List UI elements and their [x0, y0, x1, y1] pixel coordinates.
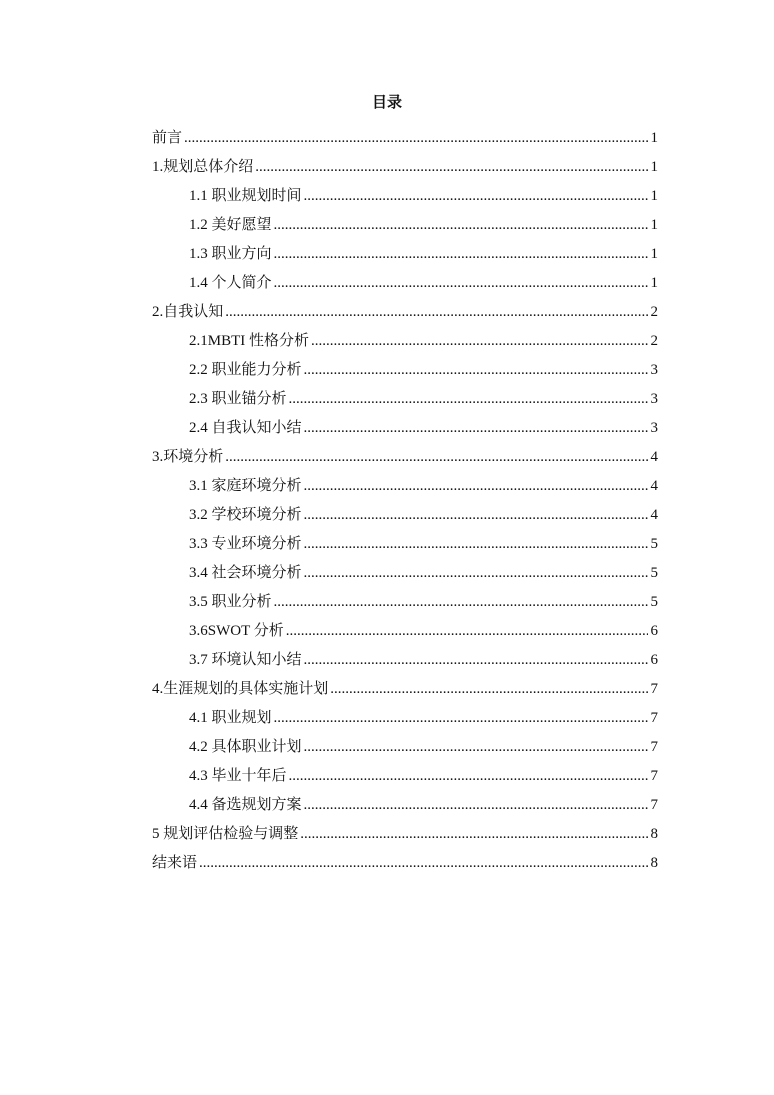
toc-entry-text: 3.2 学校环境分析	[189, 507, 302, 523]
toc-entry-page-number: 8	[650, 826, 658, 842]
toc-entry-text: 1.规划总体介绍	[152, 159, 254, 175]
toc-entry-page-number: 6	[650, 623, 658, 639]
toc-entry-text: 4.2 具体职业计划	[189, 739, 302, 755]
toc-dot-leader	[274, 592, 648, 612]
toc-entry-page-number: 4	[650, 449, 658, 465]
toc-dot-leader	[274, 273, 648, 293]
toc-entry[interactable]	[152, 844, 658, 873]
toc-entry[interactable]	[152, 322, 658, 351]
toc-dot-leader	[304, 360, 648, 380]
toc-entry-text: 1.4 个人简介	[189, 275, 272, 291]
toc-entry-text: 2.3 职业锚分析	[189, 391, 287, 407]
toc-dot-leader	[286, 621, 648, 641]
toc-entry-page-number: 5	[650, 594, 658, 610]
toc-dot-leader	[225, 447, 648, 467]
toc-entry[interactable]	[152, 264, 658, 293]
toc-dot-leader	[304, 476, 648, 496]
toc-entry-page-number: 4	[650, 478, 658, 494]
toc-entry[interactable]	[152, 351, 658, 380]
toc-dot-leader	[304, 563, 648, 583]
toc-entry[interactable]	[152, 235, 658, 264]
toc-dot-leader	[304, 795, 648, 815]
toc-entry-text: 3.6SWOT 分析	[189, 623, 284, 639]
toc-entry[interactable]	[152, 148, 658, 177]
toc-entry-text: 3.4 社会环境分析	[189, 565, 302, 581]
toc-entry-page-number: 7	[650, 681, 658, 697]
toc-entry[interactable]	[152, 496, 658, 525]
toc-entry[interactable]	[152, 467, 658, 496]
toc-dot-leader	[199, 853, 648, 873]
toc-entry-page-number: 3	[650, 420, 658, 436]
toc-dot-leader	[289, 389, 648, 409]
toc-entry-text: 2.4 自我认知小结	[189, 420, 302, 436]
toc-entry-text: 4.生涯规划的具体实施计划	[152, 681, 329, 697]
toc-entry-text: 1.1 职业规划时间	[189, 188, 302, 204]
toc-entry-text: 3.7 环境认知小结	[189, 652, 302, 668]
table-of-contents	[152, 119, 658, 873]
toc-dot-leader	[330, 679, 648, 699]
toc-entry[interactable]	[152, 612, 658, 641]
toc-dot-leader	[274, 244, 648, 264]
toc-entry-page-number: 7	[650, 797, 658, 813]
toc-entry[interactable]	[152, 206, 658, 235]
toc-entry-page-number: 5	[650, 565, 658, 581]
toc-entry-page-number: 3	[650, 362, 658, 378]
toc-dot-leader	[184, 128, 648, 148]
toc-entry-page-number: 2	[650, 304, 658, 320]
toc-entry-page-number: 7	[650, 739, 658, 755]
toc-entry[interactable]	[152, 815, 658, 844]
toc-dot-leader	[274, 215, 648, 235]
toc-entry-text: 1.2 美好愿望	[189, 217, 272, 233]
toc-entry-page-number: 7	[650, 768, 658, 784]
toc-dot-leader	[304, 418, 648, 438]
toc-entry[interactable]	[152, 554, 658, 583]
toc-entry-text: 2.自我认知	[152, 304, 224, 320]
toc-dot-leader	[304, 186, 648, 206]
toc-dot-leader	[304, 737, 648, 757]
toc-title: 目录	[371, 95, 402, 111]
toc-entry[interactable]	[152, 119, 658, 148]
toc-entry[interactable]	[152, 670, 658, 699]
toc-entry-text: 4.1 职业规划	[189, 710, 272, 726]
toc-entry-text: 1.3 职业方向	[189, 246, 272, 262]
toc-entry-text: 2.2 职业能力分析	[189, 362, 302, 378]
toc-entry[interactable]	[152, 525, 658, 554]
toc-entry-text: 3.5 职业分析	[189, 594, 272, 610]
toc-entry-text: 5 规划评估检验与调整	[152, 826, 299, 842]
toc-entry-page-number: 8	[650, 855, 658, 871]
toc-entry[interactable]	[152, 786, 658, 815]
toc-entry-page-number: 3	[650, 391, 658, 407]
toc-dot-leader	[289, 766, 648, 786]
toc-entry-text: 3.环境分析	[152, 449, 224, 465]
toc-entry-text: 2.1MBTI 性格分析	[189, 333, 310, 349]
toc-entry[interactable]	[152, 699, 658, 728]
toc-entry-page-number: 1	[650, 130, 658, 146]
toc-entry[interactable]	[152, 409, 658, 438]
toc-dot-leader	[304, 505, 648, 525]
toc-entry[interactable]	[152, 293, 658, 322]
toc-entry-text: 前言	[152, 130, 183, 146]
toc-dot-leader	[255, 157, 648, 177]
toc-entry-page-number: 6	[650, 652, 658, 668]
toc-entry-page-number: 5	[650, 536, 658, 552]
toc-entry[interactable]	[152, 757, 658, 786]
toc-entry-text: 4.4 备选规划方案	[189, 797, 302, 813]
toc-entry[interactable]	[152, 641, 658, 670]
toc-entry-text: 结来语	[152, 855, 198, 871]
toc-entry[interactable]	[152, 728, 658, 757]
toc-entry-page-number: 1	[650, 217, 658, 233]
toc-entry-text: 3.1 家庭环境分析	[189, 478, 302, 494]
toc-entry[interactable]	[152, 583, 658, 612]
toc-entry[interactable]	[152, 380, 658, 409]
toc-dot-leader	[300, 824, 648, 844]
toc-entry-page-number: 1	[650, 188, 658, 204]
toc-entry-page-number: 1	[650, 159, 658, 175]
toc-entry-page-number: 7	[650, 710, 658, 726]
toc-entry[interactable]	[152, 438, 658, 467]
toc-dot-leader	[225, 302, 648, 322]
toc-entry[interactable]	[152, 177, 658, 206]
toc-entry-page-number: 1	[650, 275, 658, 291]
toc-dot-leader	[304, 534, 648, 554]
toc-entry-page-number: 4	[650, 507, 658, 523]
toc-dot-leader	[304, 650, 648, 670]
toc-entry-text: 4.3 毕业十年后	[189, 768, 287, 784]
toc-dot-leader	[274, 708, 648, 728]
toc-dot-leader	[311, 331, 648, 351]
toc-entry-page-number: 1	[650, 246, 658, 262]
toc-entry-text: 3.3 专业环境分析	[189, 536, 302, 552]
toc-entry-page-number: 2	[650, 333, 658, 349]
